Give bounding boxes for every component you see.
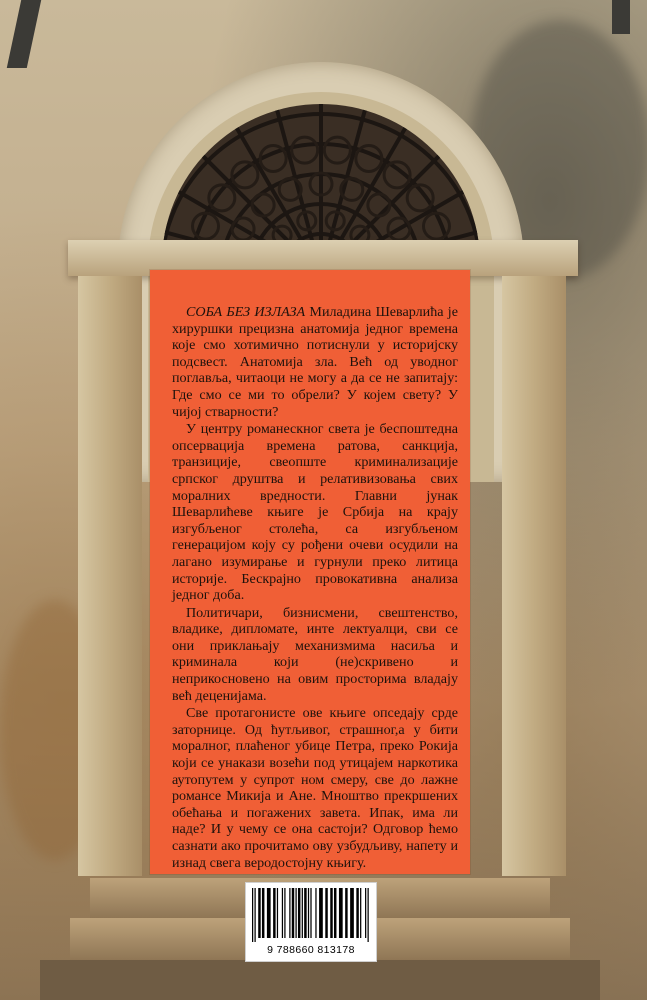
blurb-paragraph xyxy=(172,304,458,420)
barcode-bars xyxy=(252,888,370,942)
isbn-barcode xyxy=(245,882,377,962)
stone-step xyxy=(40,960,600,1000)
isbn-number: 9 788660 813178 xyxy=(267,944,355,956)
door-pillar-left xyxy=(78,276,142,876)
wall-bracket xyxy=(7,0,41,68)
wall-bracket xyxy=(612,0,630,34)
door-pillar-right xyxy=(502,276,566,876)
book-title: СОБА БЕЗ ИЗЛАЗА xyxy=(186,304,306,320)
blurb-paragraph: У центру романескног света је беспоштедна опсервација времена ратова, санкција, транзиције, свеопште криминализације српског друштва и релативизовања свих моралних вредности. Главни јунак Шеварлићеве књиге је Србија на крају изгубљеног столећа, са изгубљеном генерацијом коју су рођени очеви осудили на лагано изумирање и гурнули преко литица историје. Бескрајно провокативна анализа једног доба. xyxy=(172,421,458,604)
blurb-paragraph-text: Миладина Шеварлића је хируршки прецизна анатомија једног времена које смо хотимично потиснули у историјску подсвест. Анатомија зла. Већ од уводног поглавља, читаоци не могу а да се не запитају: Где смо се ми то обрели? У којем свету? У чијој стварности? xyxy=(172,304,458,420)
blurb-panel xyxy=(150,270,470,874)
blurb-paragraph: Све протагонисте ове књиге опседају срде заторнице. Од ћутљивог, страшног,а у бити моралног, плаћеног убице Петра, преко Рокија који се унакази возећи под утицајем наркотика аутопутем у супрот ном смеру, све до лажне романсе Микија и Ане. Мноштво прекршених обећања и погажених завета. Ипак, има ли наде? И у чему се она састоји? Одговор ћемо сазнати ако прочитамо ову узбудљиву, напету и изнад свега веродостојну књигу. xyxy=(172,705,458,871)
blurb-text xyxy=(172,304,458,872)
blurb-paragraph: Политичари, бизнисмени, свештенство, владике, дипломате, инте лектуалци, сви се они приклањају механизмима насиља и криминала који (не)скривено и неприкосновено на овим просторима владају већ деценијама. xyxy=(172,604,458,704)
